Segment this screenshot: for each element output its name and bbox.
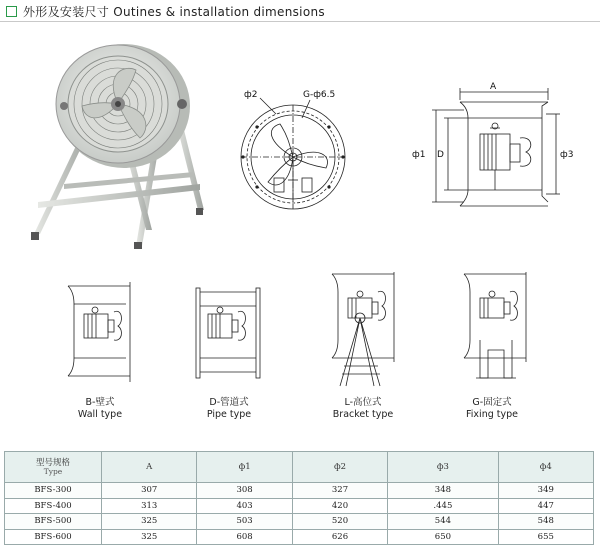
cell-phi2: 420 xyxy=(292,498,387,514)
caption-bracket-type xyxy=(323,397,403,421)
cell-phi3: 650 xyxy=(388,529,498,545)
table-row xyxy=(5,514,594,530)
cell-phi1: 503 xyxy=(197,514,292,530)
col-header-phi2: ф2 xyxy=(292,452,387,483)
cell-phi3: 544 xyxy=(388,514,498,530)
caption-wall-type xyxy=(60,397,140,421)
dim-label-a: A xyxy=(490,82,497,92)
cell-type: BFS-400 xyxy=(5,498,102,514)
col-header-phi3: ф3 xyxy=(388,452,498,483)
front-view-drawing xyxy=(228,84,358,224)
bracket-type-drawing xyxy=(318,270,404,390)
cell-phi4: 447 xyxy=(498,498,593,514)
cell-phi1: 308 xyxy=(197,483,292,499)
caption-pipe-type xyxy=(189,397,269,421)
wall-type-drawing xyxy=(62,278,142,386)
fan-photo xyxy=(24,34,224,249)
caption-wall-type-cn: B-壁式 xyxy=(85,397,115,408)
cell-phi3: 348 xyxy=(388,483,498,499)
col-header-a: A xyxy=(102,452,197,483)
spec-table xyxy=(4,451,594,545)
cell-a: 307 xyxy=(102,483,197,499)
col-header-phi4: ф4 xyxy=(498,452,593,483)
caption-fixing-type xyxy=(452,397,532,421)
cell-type: BFS-300 xyxy=(5,483,102,499)
cell-phi2: 626 xyxy=(292,529,387,545)
cell-phi1: 403 xyxy=(197,498,292,514)
caption-pipe-type-en: Pipe type xyxy=(206,409,252,420)
caption-wall-type-en: Wall type xyxy=(77,409,123,420)
section-title: 外形及安装尺寸 Outines & installation dimensions xyxy=(23,4,325,19)
side-view-drawing xyxy=(408,78,568,218)
col-header-type xyxy=(5,452,102,483)
checkbox-square-icon xyxy=(6,6,17,17)
cell-phi4: 349 xyxy=(498,483,593,499)
cell-type: BFS-500 xyxy=(5,514,102,530)
caption-bracket-type-cn: L-高位式 xyxy=(344,397,382,408)
caption-pipe-type-cn: D-管道式 xyxy=(209,397,249,408)
caption-fixing-type-en: Fixing type xyxy=(466,409,518,420)
dim-label-phi2: ф2 xyxy=(244,90,258,100)
dim-label-phi3: ф3 xyxy=(560,150,574,160)
col-header-phi1: ф1 xyxy=(197,452,292,483)
cell-phi1: 608 xyxy=(197,529,292,545)
section-header xyxy=(6,2,325,20)
cell-phi4: 548 xyxy=(498,514,593,530)
table-header-row xyxy=(5,452,594,483)
caption-fixing-type-cn: G-固定式 xyxy=(472,397,512,408)
dim-label-d: D xyxy=(437,150,444,160)
fixing-type-drawing xyxy=(458,270,538,388)
dim-label-phi1: ф1 xyxy=(412,150,426,160)
pipe-type-drawing xyxy=(188,284,268,384)
col-header-type-en: Type xyxy=(43,467,63,476)
cell-phi2: 520 xyxy=(292,514,387,530)
cell-a: 313 xyxy=(102,498,197,514)
col-header-type-cn: 型号规格 xyxy=(35,458,70,468)
cell-type: BFS-600 xyxy=(5,529,102,545)
table-row xyxy=(5,529,594,545)
cell-phi2: 327 xyxy=(292,483,387,499)
table-row xyxy=(5,483,594,499)
dim-label-holes: G-ф6.5 xyxy=(303,90,336,100)
cell-a: 325 xyxy=(102,514,197,530)
header-divider xyxy=(0,21,600,22)
cell-a: 325 xyxy=(102,529,197,545)
table-row xyxy=(5,498,594,514)
caption-bracket-type-en: Bracket type xyxy=(332,409,394,420)
cell-phi4: 655 xyxy=(498,529,593,545)
cell-phi3: .445 xyxy=(388,498,498,514)
